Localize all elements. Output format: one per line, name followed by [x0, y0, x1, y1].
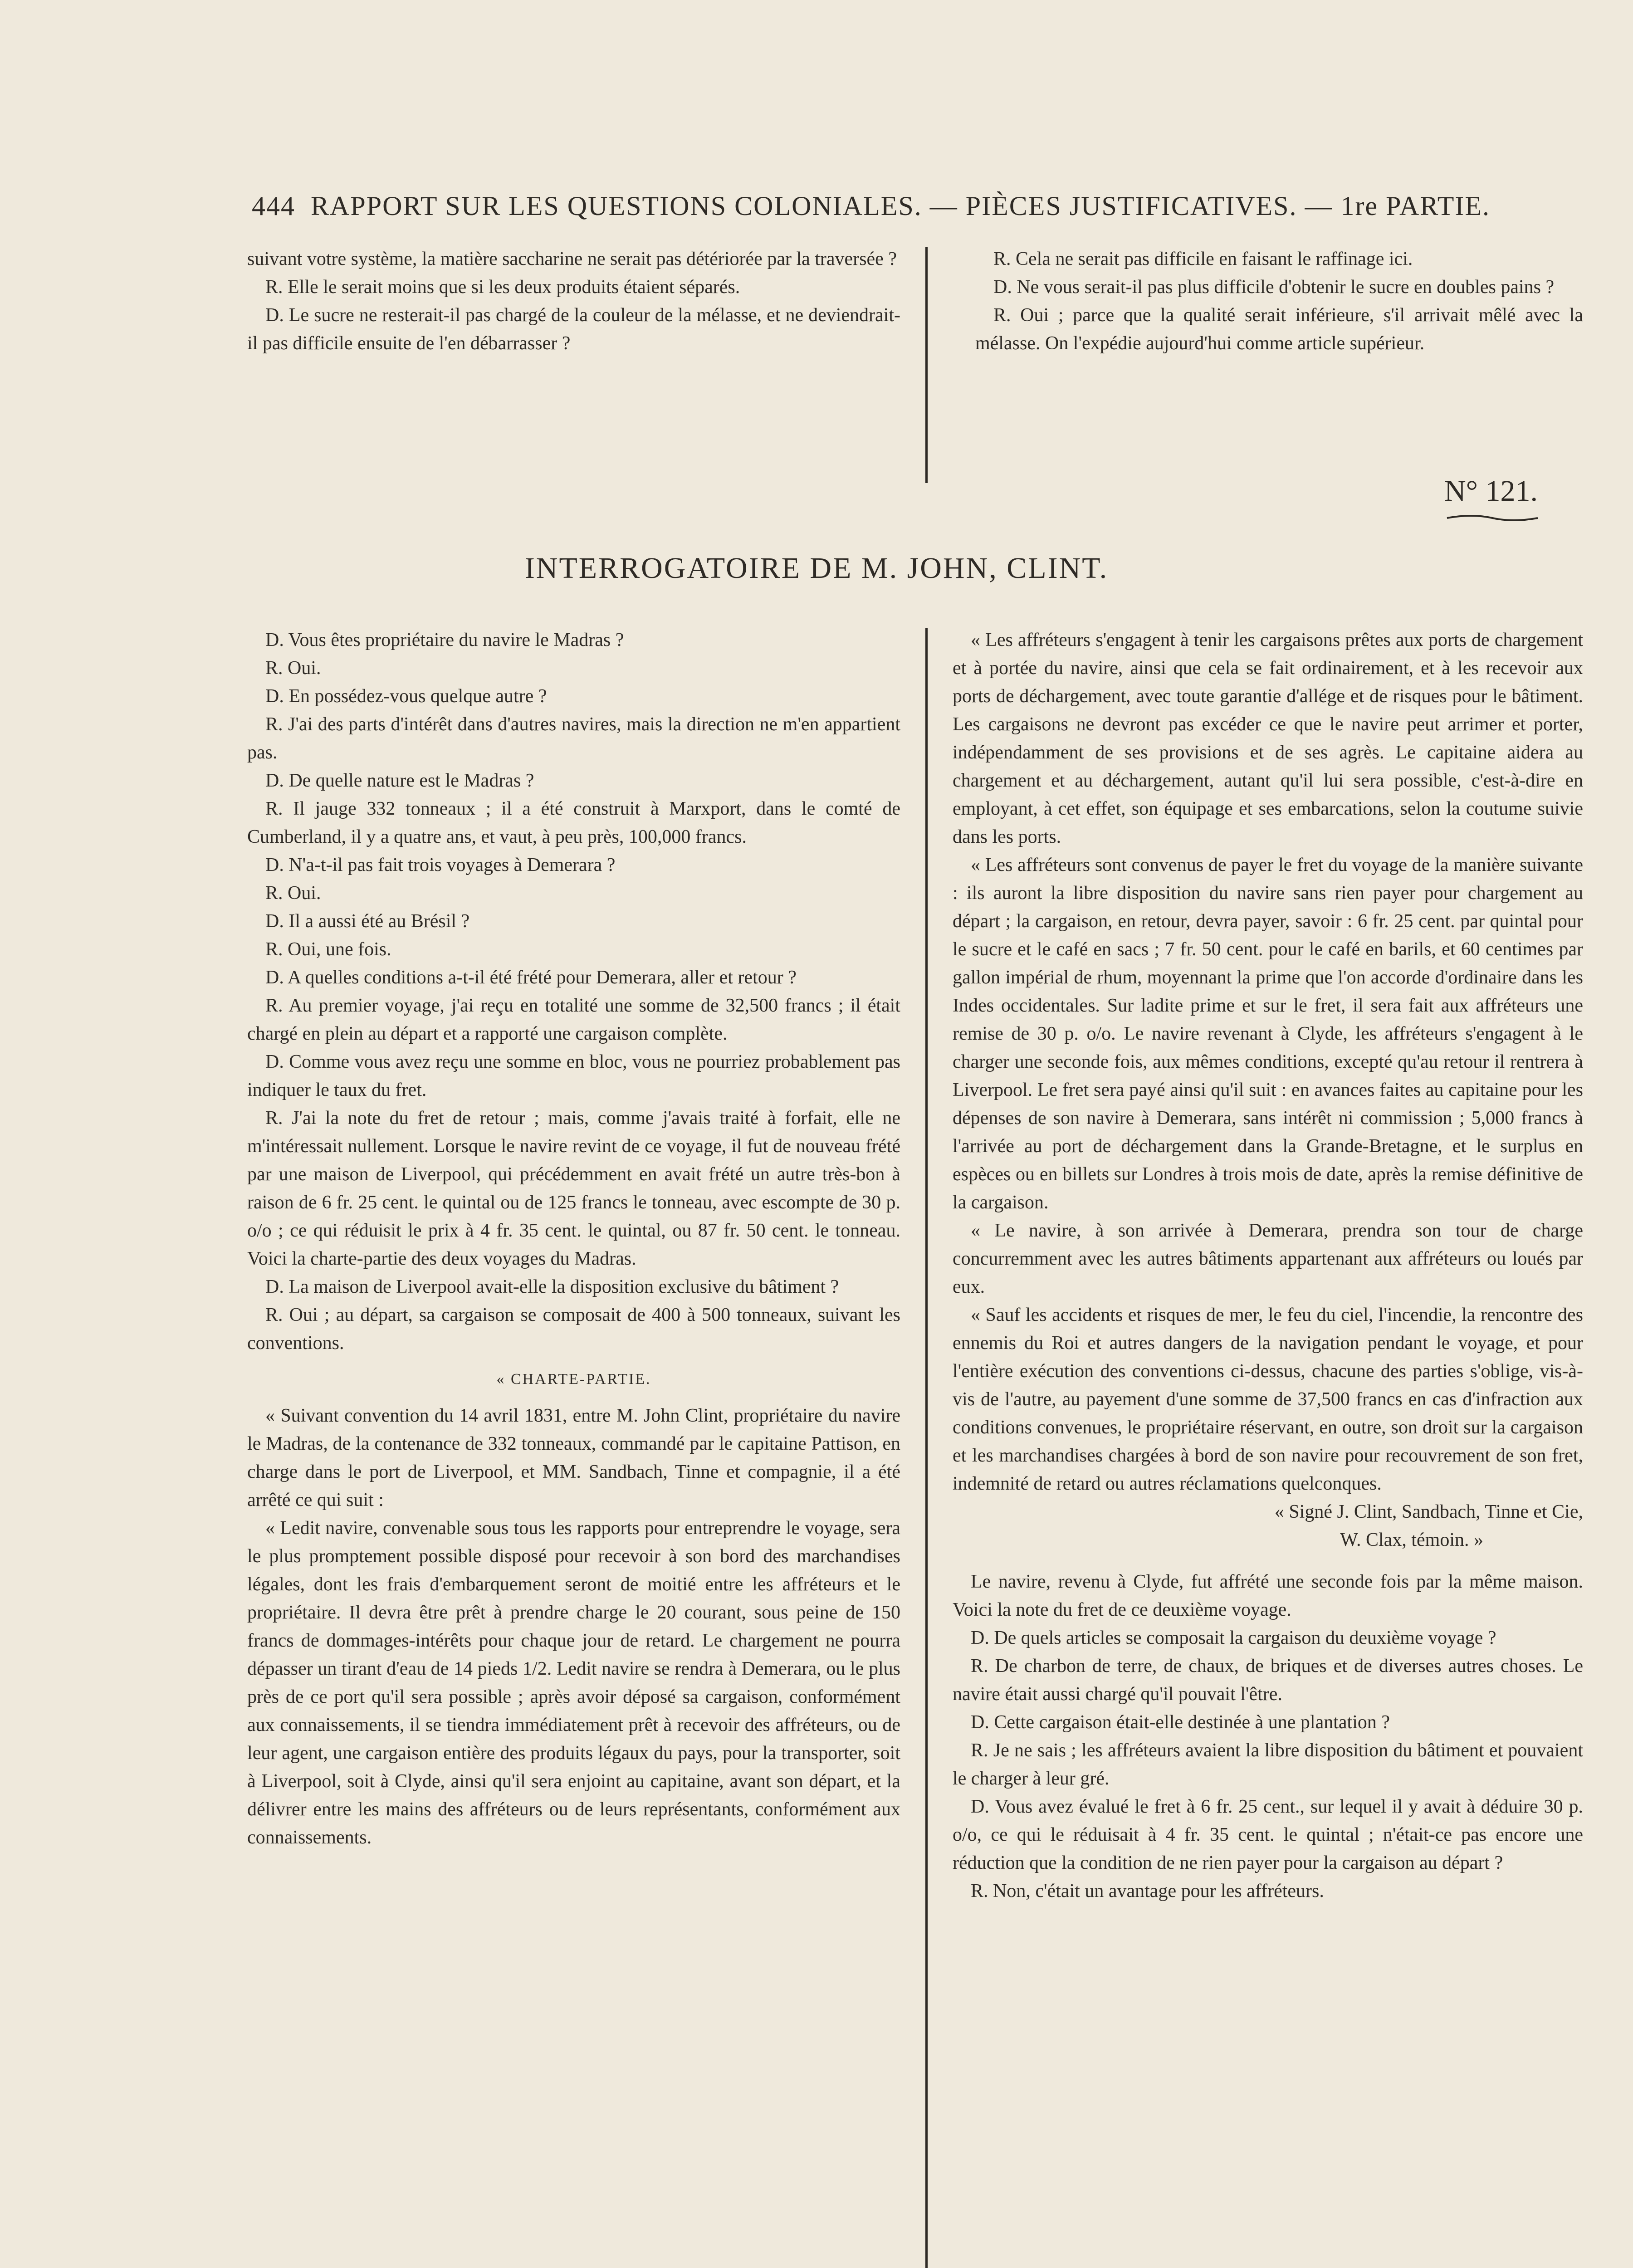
paragraph: R. Oui ; au départ, sa cargaison se composait de 400 à 500 tonneaux, suivant les conventions.: [247, 1305, 900, 1354]
paragraph: « Les affréteurs sont convenus de payer le fret du voyage de la manière suivante : ils auront la libre disposition du navire sans rien payer pour chargement au départ ; la cargaison, en retour, devra payer, savoir : 6 fr. 25 cent. par quintal pour le sucre et le café en sacs ; 7 fr. 50 cent. pour le café en barils, et 60 centimes par gallon impérial de rhum, moyennant la prime que l'on accorde d'ordinaire dans les Indes occidentales. Sur ladite prime et sur le fret, il sera fait aux affréteurs une remise de 30 p. o/o. Le navire revenant à Clyde, les affréteurs s'engagent à le charger une seconde fois, aux mêmes conditions, excepté qu'au retour il rentrera à Liverpool. Le fret sera payé ainsi qu'il suit : en avances faites au capitaine pour les dépenses de son navire à Demerara, sans intérêt ni commission ; 5,000 francs à l'arrivée au port de déchargement dans la Grande-Bretagne, et le surplus en espèces ou en billets sur Londres à trois mois de date, après la remise définitive de la cargaison.: [953, 855, 1583, 1213]
paragraph: D. Il a aussi été au Brésil ?: [265, 911, 470, 932]
paragraph: D. Cette cargaison était-elle destinée à une plantation ?: [971, 1712, 1390, 1733]
right-column: [953, 626, 1583, 1905]
top-right-column: [975, 245, 1583, 357]
paragraph: D. N'a-t-il pas fait trois voyages à Demerara ?: [265, 855, 616, 875]
section-title: INTERROGATOIRE DE M. JOHN, CLINT.: [524, 552, 1109, 585]
paragraph: D. Le sucre ne resterait-il pas chargé de la couleur de la mélasse, et ne deviendrait-il pas difficile ensuite de l'en débarrasser ?: [247, 305, 900, 354]
left-column: [247, 626, 900, 1852]
flourish-ornament: [1445, 513, 1540, 522]
paragraph: R. Au premier voyage, j'ai reçu en totalité une somme de 32,500 francs ; il était chargé en plein au départ et a rapporté une cargaison complète.: [247, 995, 900, 1044]
paragraph: R. Oui.: [265, 883, 321, 904]
charter-heading: « CHARTE-PARTIE.: [496, 1371, 651, 1388]
paragraph: « Sauf les accidents et risques de mer, le feu du ciel, l'incendie, la rencontre des ennemis du Roi et autres dangers de la navigation pendant le voyage, et pour l'entière exécution des conventions ci-dessus, chacune des parties s'oblige, vis-à-vis de l'autre, au payement d'une somme de 37,500 francs en cas d'infraction aux conditions convenues, le propriétaire réservant, en outre, son droit sur la cargaison et les marchandises chargées à bord de son navire pour recouvrement de son fret, indemnité de retard ou autres réclamations quelconques.: [953, 1305, 1583, 1494]
page-number: 444: [252, 191, 295, 221]
witness-line: W. Clax, témoin. »: [1340, 1530, 1483, 1550]
paragraph: R. Elle le serait moins que si les deux produits étaient séparés.: [265, 277, 740, 298]
top-left-column: [247, 245, 900, 357]
paragraph: « Ledit navire, convenable sous tous les rapports pour entreprendre le voyage, sera le plus promptement possible disposé pour recevoir à son bord des marchandises légales, dont les frais d'embarquement seront de moitié entre les affréteurs et le propriétaire. Il devra être prêt à prendre charge le 20 courant, sous peine de 150 francs de dommages-intérêts pour chaque jour de retard. Le chargement ne pourra dépasser un tirant d'eau de 14 pieds 1/2. Ledit navire se rendra à Demerara, ou le plus près de ce port qu'il sera possible ; après avoir déposé sa cargaison, conformément aux connaissements, il se tiendra immédiatement prêt à recevoir des affréteurs, ou de leur agent, une cargaison entière des produits légaux du pays, pour la transporter, soit à Liverpool, soit à Clyde, ainsi qu'il sera enjoint au capitaine, avant son départ, et la délivrer entre les mains des affréteurs ou de leurs représentants, conformément aux connaissements.: [247, 1518, 900, 1848]
paragraph: « Suivant convention du 14 avril 1831, entre M. John Clint, propriétaire du navire le Madras, de la contenance de 332 tonneaux, commandé par le capitaine Pattison, en charge dans le port de Liverpool, et MM. Sandbach, Tinne et compagnie, il a été arrêté ce qui suit :: [247, 1405, 900, 1510]
paragraph: R. De charbon de terre, de chaux, de briques et de diverses autres choses. Le navire était aussi chargé qu'il pouvait l'être.: [953, 1656, 1583, 1705]
paragraph: D. Vous avez évalué le fret à 6 fr. 25 cent., sur lequel il y avait à déduire 30 p. o/o, ce qui le réduisait à 4 fr. 35 cent. le quintal ; n'était-ce pas encore une réduction que la condition de ne rien payer pour la cargaison au départ ?: [953, 1796, 1583, 1873]
paragraph: « Les affréteurs s'engagent à tenir les cargaisons prêtes aux ports de chargement et à portée du navire, ainsi que cela se fait ordinairement, et à les recevoir aux ports de déchargement, avec toute garantie d'allége et de risques pour le bâtiment. Les cargaisons ne devront pas excéder ce que le navire peut arrimer et porter, indépendamment de ses provisions et de ses agrès. Le capitaine aidera au chargement et au déchargement, autant qu'il lui sera possible, c'est-à-dire en employant, à cet effet, son équipage et ses embarcations, selon la coutume suivie dans les ports.: [953, 630, 1583, 847]
paragraph: D. Vous êtes propriétaire du navire le Madras ?: [265, 630, 624, 650]
paragraph: D. La maison de Liverpool avait-elle la disposition exclusive du bâtiment ?: [265, 1276, 839, 1297]
paragraph: R. Oui ; parce que la qualité serait inférieure, s'il arrivait mêlé avec la mélasse. On l'expédie aujourd'hui comme article supérieur.: [975, 305, 1583, 354]
section-number: N° 121.: [1444, 474, 1538, 508]
paragraph: R. Non, c'était un avantage pour les affréteurs.: [971, 1881, 1324, 1901]
paragraph: R. J'ai la note du fret de retour ; mais, comme j'avais traité à forfait, elle ne m'intéressait nullement. Lorsque le navire revint de ce voyage, il fut de nouveau frété par une maison de Liverpool, qui précédemment en avait frété un autre très-bon à raison de 6 fr. 25 cent. le quintal ou de 125 francs le tonneau, avec escompte de 30 p. o/o ; ce qui réduisit le prix à 4 fr. 35 cent. le quintal, ou 87 fr. 50 cent. le tonneau. Voici la charte-partie des deux voyages du Madras.: [247, 1108, 900, 1269]
paragraph: « Le navire, à son arrivée à Demerara, prendra son tour de charge concurremment avec les autres bâtiments appartenant aux affréteurs ou loués par eux.: [953, 1220, 1583, 1297]
signature-line: « Signé J. Clint, Sandbach, Tinne et Cie,: [1274, 1501, 1583, 1522]
paragraph: D. De quelle nature est le Madras ?: [265, 770, 534, 791]
paragraph: D. Comme vous avez reçu une somme en bloc, vous ne pourriez probablement pas indiquer le taux du fret.: [247, 1051, 900, 1100]
running-title: RAPPORT SUR LES QUESTIONS COLONIALES. — PIÈCES JUSTIFICATIVES. — 1re PARTIE.: [311, 191, 1491, 221]
paragraph: D. De quels articles se composait la cargaison du deuxième voyage ?: [971, 1628, 1496, 1648]
paragraph: Le navire, revenu à Clyde, fut affrété une seconde fois par la même maison. Voici la note du fret de ce deuxième voyage.: [953, 1571, 1583, 1620]
paragraph: D. A quelles conditions a-t-il été frété pour Demerara, aller et retour ?: [265, 967, 797, 988]
paragraph: D. En possédez-vous quelque autre ?: [265, 686, 547, 707]
paragraph: R. Oui.: [265, 658, 321, 679]
paragraph: suivant votre système, la matière saccharine ne serait pas détériorée par la traversée ?: [247, 249, 897, 269]
column-rule: [925, 247, 928, 483]
column-rule: [925, 628, 928, 2268]
paragraph: D. Ne vous serait-il pas plus difficile d'obtenir le sucre en doubles pains ?: [993, 277, 1555, 298]
running-header: [252, 191, 1531, 222]
paragraph: R. Il jauge 332 tonneaux ; il a été construit à Marxport, dans le comté de Cumberland, il y a quatre ans, et vaut, à peu près, 100,000 francs.: [247, 798, 900, 847]
paragraph: R. Oui, une fois.: [265, 939, 391, 960]
paragraph: R. J'ai des parts d'intérêt dans d'autres navires, mais la direction ne m'en appartient pas.: [247, 714, 900, 763]
paragraph: R. Je ne sais ; les affréteurs avaient la libre disposition du bâtiment et pouvaient le charger à leur gré.: [953, 1740, 1583, 1789]
paragraph: R. Cela ne serait pas difficile en faisant le raffinage ici.: [993, 249, 1413, 269]
